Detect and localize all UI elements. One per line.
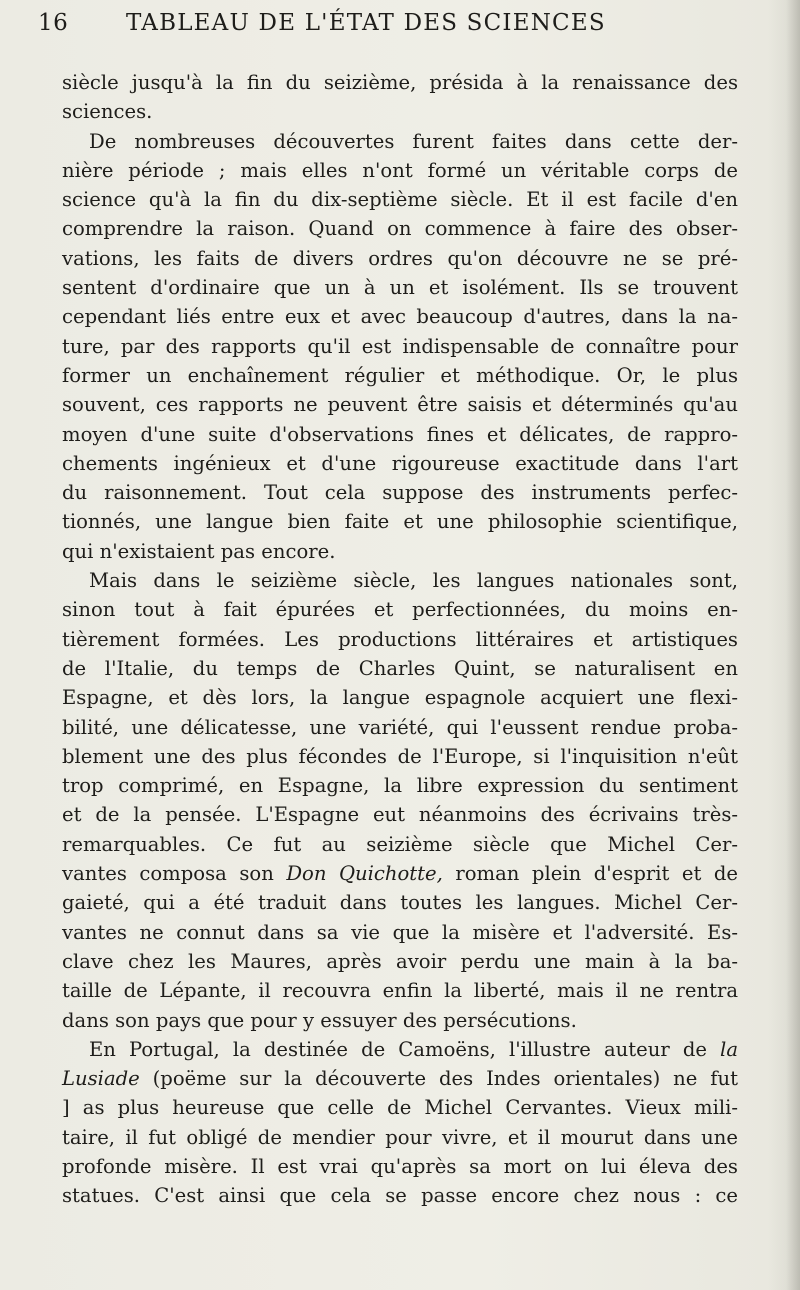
text-line: Mais dans le seizième siècle, les langues nationales sont, [89,569,738,593]
text-segment: roman plein d'esprit et de [442,862,738,886]
italic-title: Lusiade [62,1067,140,1091]
text-line: taille de Lépante, il recouvra enfin la liberté, mais il ne rentra [62,979,738,1003]
text-line: profonde misère. Il est vrai qu'après sa mort on lui éleva des [62,1154,738,1178]
text-line: comprendre la raison. Quand on commence à faire des obser- [62,217,738,241]
text-line: nière période ; mais elles n'ont formé un véritable corps de [62,158,738,182]
text-line: dans son pays que pour y essuyer des persécutions. [62,1008,577,1032]
italic-title: Don Quichotte, [286,862,443,886]
text-line: De nombreuses découvertes furent faites dans cette der- [89,129,738,153]
text-line: science qu'à la fin du dix-septième siècle. Et il est facile d'en [62,188,738,212]
text-line: cependant liés entre eux et avec beaucoup d'autres, dans la na- [62,305,738,329]
text-line: et de la pensée. L'Espagne eut néanmoins des écrivains très- [62,803,738,827]
text-line: Espagne, et dès lors, la langue espagnole acquiert une flexi- [62,686,738,710]
text-line: tièrement formées. Les productions littéraires et artistiques [62,627,738,651]
text-line: siècle jusqu'à la fin du seizième, présida à la renaissance des [62,71,738,94]
text-line: sinon tout à fait épurées et perfectionnées, du moins en- [62,598,738,622]
page-edge-shadow [786,0,800,1290]
page-number: 16 [38,10,69,36]
text-line: gaieté, qui a été traduit dans toutes les langues. Michel Cer- [62,891,738,915]
text-line: de l'Italie, du temps de Charles Quint, se naturalisent en [62,656,738,680]
text-segment: vantes composa son [62,862,287,886]
italic-title: la [720,1037,738,1061]
text-line: souvent, ces rapports ne peuvent être saisis et déterminés qu'au [62,393,738,417]
text-line [62,1064,738,1093]
text-line: ] as plus heureuse que celle de Michel Cervantes. Vieux mili- [62,1096,738,1120]
text-line: vantes ne connut dans sa vie que la misère et l'adversité. Es- [62,920,738,944]
text-line: former un enchaînement régulier et méthodique. Or, le plus [62,363,738,387]
text-line: ture, par des rapports qu'il est indispensable de connaître pour [62,334,738,358]
text-line [62,1035,738,1064]
text-line: sentent d'ordinaire que un à un et isolément. Ils se trouvent [62,276,738,300]
text-segment: En Portugal, la destinée de Camoëns, l'illustre auteur de [89,1037,721,1061]
text-line: remarquables. Ce fut au seizième siècle que Michel Cer- [62,832,738,856]
text-line: moyen d'une suite d'observations fines et délicates, de rappro- [62,422,738,446]
text-line: vations, les faits de divers ordres qu'on découvre ne se pré- [62,246,738,270]
body-text [62,68,738,1211]
text-line: taire, il fut obligé de mendier pour vivre, et il mourut dans une [62,1125,738,1149]
text-line: bilité, une délicatesse, une variété, qui l'eussent rendue proba- [62,715,738,739]
text-line: sciences. [62,100,153,124]
text-line: du raisonnement. Tout cela suppose des instruments perfec- [62,481,738,505]
text-segment: (poëme sur la découverte des Indes orientales) ne fut [139,1067,738,1091]
page-header [38,6,748,40]
text-line: tionnés, une langue bien faite et une philosophie scientifique, [62,510,738,534]
text-line: blement une des plus fécondes de l'Europe, si l'inquisition n'eût [62,744,738,768]
text-line: statues. C'est ainsi que cela se passe encore chez nous : ce [62,1184,738,1208]
text-line: chements ingénieux et d'une rigoureuse exactitude dans l'art [62,451,738,475]
running-title: TABLEAU DE L'ÉTAT DES SCIENCES [126,10,606,36]
text-line: qui n'existaient pas encore. [62,539,336,563]
text-line: clave chez les Maures, après avoir perdu une main à la ba- [62,949,738,973]
text-line [62,859,738,888]
text-line: trop comprimé, en Espagne, la libre expression du sentiment [62,774,738,798]
